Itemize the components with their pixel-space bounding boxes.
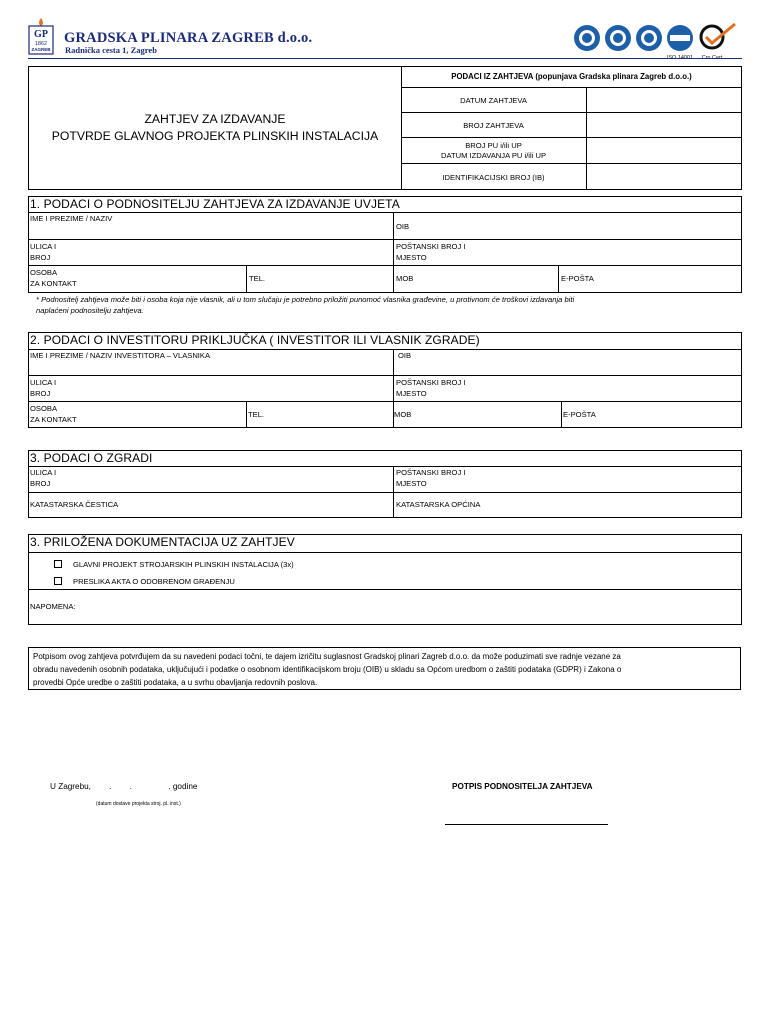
place-date-line: U Zagrebu, . . . godine xyxy=(50,782,198,791)
divider xyxy=(28,492,742,493)
document-item-label: PRESLIKA AKTA O ODOBRENOM GRAĐENJU xyxy=(73,577,235,586)
s2-street-label-1: ULICA I xyxy=(30,378,57,387)
s2-name-label: IME I PREZIME / NAZIV INVESTITORA – VLASNIKA xyxy=(30,351,211,360)
s1-tel-label: TEL. xyxy=(249,274,266,283)
s1-footnote xyxy=(36,294,742,316)
section2-header xyxy=(28,332,742,349)
company-name: GRADSKA PLINARA ZAGREB d.o.o. xyxy=(64,30,313,46)
section1-title: 1. PODACI O PODNOSITELJU ZAHTJEVA ZA IZDAVANJE UVJETA xyxy=(30,197,400,211)
s2-name-field[interactable] xyxy=(28,349,393,375)
divider xyxy=(28,589,742,590)
s3-postal-label-1: POŠTANSKI BROJ I xyxy=(396,468,466,477)
s1-oib-field[interactable] xyxy=(394,220,742,239)
certificate-seal-icon xyxy=(636,25,662,51)
s1-contact-label-2: ZA KONTAKT xyxy=(30,279,77,288)
document-item[interactable] xyxy=(52,558,552,571)
divider xyxy=(28,552,742,553)
section4-title: 3. PRILOŽENA DOKUMENTACIJA UZ ZAHTJEV xyxy=(30,535,295,549)
s1-postal-label-1: POŠTANSKI BROJ I xyxy=(396,242,466,251)
s2-mob-label: MOB xyxy=(394,410,412,419)
iqnet-seal-icon xyxy=(667,25,693,51)
s1-street-field[interactable] xyxy=(28,240,393,265)
certification-logos xyxy=(572,22,742,62)
request-number-label: BROJ ZAHTJEVA xyxy=(463,121,524,130)
pu-up-date-label-line2: DATUM IZDAVANJA PU i/ili UP xyxy=(440,151,547,160)
s2-tel-label: TEL. xyxy=(248,410,265,419)
date-hint: (datum dostave projekta stroj. pl. inst.) xyxy=(96,801,181,807)
s2-contact-field[interactable] xyxy=(28,402,246,428)
s1-mob-field[interactable] xyxy=(394,272,558,292)
s3-parcel-field[interactable] xyxy=(28,498,393,517)
s1-oib-label: OIB xyxy=(396,222,410,231)
s3-street-label-1: ULICA I xyxy=(30,468,57,477)
section1-header xyxy=(28,196,742,212)
section2-title: 2. PODACI O INVESTITORU PRIKLJUČKA ( INVESTITOR ILI VLASNIK ZGRADE) xyxy=(30,333,480,347)
section3-title: 3. PODACI O ZGRADI xyxy=(30,451,153,465)
consent-line2: obradu navedenih osobnih podataka, uključujući i podatke o osobnom identifikacijskom broju (OIB) u skladu sa Općom uredbom o zaštiti podataka (GDPR) i Zakona o xyxy=(33,665,622,674)
logo-year: 1862 xyxy=(34,41,48,47)
s2-street-field[interactable] xyxy=(28,376,393,401)
s3-municipality-label: KATASTARSKA OPĆINA xyxy=(396,500,481,509)
request-date-value[interactable] xyxy=(587,88,741,112)
crocert-check-icon xyxy=(701,24,735,48)
s2-postal-label-2: MJESTO xyxy=(396,389,427,398)
remark-label: NAPOMENA: xyxy=(30,602,76,611)
s2-postal-field[interactable] xyxy=(394,376,742,401)
s3-municipality-field[interactable] xyxy=(394,498,742,517)
consent-line3: provedbi Opće uredbe o zaštiti podataka, a u svrhu obavljanja redovnih poslova. xyxy=(33,678,318,687)
s2-oib-label: OIB xyxy=(398,351,412,360)
pu-up-number-value[interactable] xyxy=(587,138,741,163)
s1-footnote-line1: * Podnositelj zahtjeva može biti i osoba koja nije vlasnik, ali u tom slučaju je potrebno priložiti punomoć vlasnika građevine, u protivnom će troškovi izdavanja biti xyxy=(36,295,575,304)
document-item[interactable] xyxy=(52,575,552,588)
request-number-value[interactable] xyxy=(587,113,741,137)
document-checkbox[interactable] xyxy=(54,560,62,568)
s1-name-field[interactable] xyxy=(28,212,393,239)
s2-email-field[interactable] xyxy=(561,408,742,427)
s1-street-label-1: ULICA I xyxy=(30,242,57,251)
form-title-line2: POTVRDE GLAVNOG PROJEKTA PLINSKIH INSTALACIJA xyxy=(51,129,379,143)
s1-tel-field[interactable] xyxy=(247,272,393,292)
s2-mob-field[interactable] xyxy=(392,408,561,427)
office-use-heading: PODACI IZ ZAHTJEVA (popunjava Gradska plinara Zagreb d.o.o.) xyxy=(451,72,692,81)
s1-contact-field[interactable] xyxy=(28,266,246,293)
logo-city: ZAGREB xyxy=(31,47,51,52)
s3-street-field[interactable] xyxy=(28,466,393,492)
s3-postal-label-2: MJESTO xyxy=(396,479,427,488)
s3-parcel-label: KATASTARSKA ČESTICA xyxy=(30,500,119,509)
pu-up-number-label xyxy=(401,140,586,162)
s1-email-field[interactable] xyxy=(559,272,742,292)
section3-header xyxy=(28,450,742,466)
s2-email-label: E-POŠTA xyxy=(563,410,596,419)
identification-number-value[interactable] xyxy=(587,164,741,189)
section4-header xyxy=(28,534,742,552)
signature-line[interactable] xyxy=(445,824,608,825)
company-logo xyxy=(28,16,54,56)
s1-postal-label-2: MJESTO xyxy=(396,253,427,262)
company-address: Radnička cesta 1, Zagreb xyxy=(65,45,157,55)
logo-text: GP xyxy=(34,29,48,40)
remark-field[interactable] xyxy=(28,600,742,624)
s1-postal-field[interactable] xyxy=(394,240,742,265)
certificate-seal-icon xyxy=(605,25,631,51)
form-title-line1: ZAHTJEV ZA IZDAVANJE xyxy=(144,112,286,126)
consent-box xyxy=(28,647,741,690)
s2-contact-label-1: OSOBA xyxy=(30,404,58,413)
request-date-label: DATUM ZAHTJEVA xyxy=(460,96,527,105)
header-rule xyxy=(28,58,742,59)
s1-name-label: IME I PREZIME / NAZIV xyxy=(30,214,113,223)
s3-postal-field[interactable] xyxy=(394,466,742,492)
s2-contact-label-2: ZA KONTAKT xyxy=(30,415,77,424)
s2-street-label-2: BROJ xyxy=(30,389,51,398)
s1-contact-label-1: OSOBA xyxy=(30,268,58,277)
s1-email-label: E-POŠTA xyxy=(561,274,594,283)
s2-oib-field[interactable] xyxy=(396,349,742,375)
certificate-seal-icon xyxy=(574,25,600,51)
s1-street-label-2: BROJ xyxy=(30,253,51,262)
signature-label: POTPIS PODNOSITELJA ZAHTJEVA xyxy=(452,782,593,791)
identification-number-label: IDENTIFIKACIJSKI BROJ (IB) xyxy=(442,173,545,182)
form-title xyxy=(28,66,402,190)
s2-postal-label-1: POŠTANSKI BROJ I xyxy=(396,378,466,387)
s1-footnote-line2: naplaćeni podnositelju zahtjeva. xyxy=(36,306,144,315)
consent-line1: Potpisom ovog zahtjeva potvrđujem da su navedeni podaci točni, te dajem izričitu suglasnost Gradskoj plinari Zagreb d.o.o. da može poduzimati sve radnje vezane za xyxy=(33,652,621,661)
document-checkbox[interactable] xyxy=(54,577,62,585)
pu-up-number-label-line1: BROJ PU i/ili UP xyxy=(465,141,522,150)
s3-street-label-2: BROJ xyxy=(30,479,51,488)
document-item-label: GLAVNI PROJEKT STROJARSKIH PLINSKIH INSTALACIJA (3x) xyxy=(73,560,294,569)
s2-tel-field[interactable] xyxy=(246,408,393,427)
s1-mob-label: MOB xyxy=(396,274,414,283)
